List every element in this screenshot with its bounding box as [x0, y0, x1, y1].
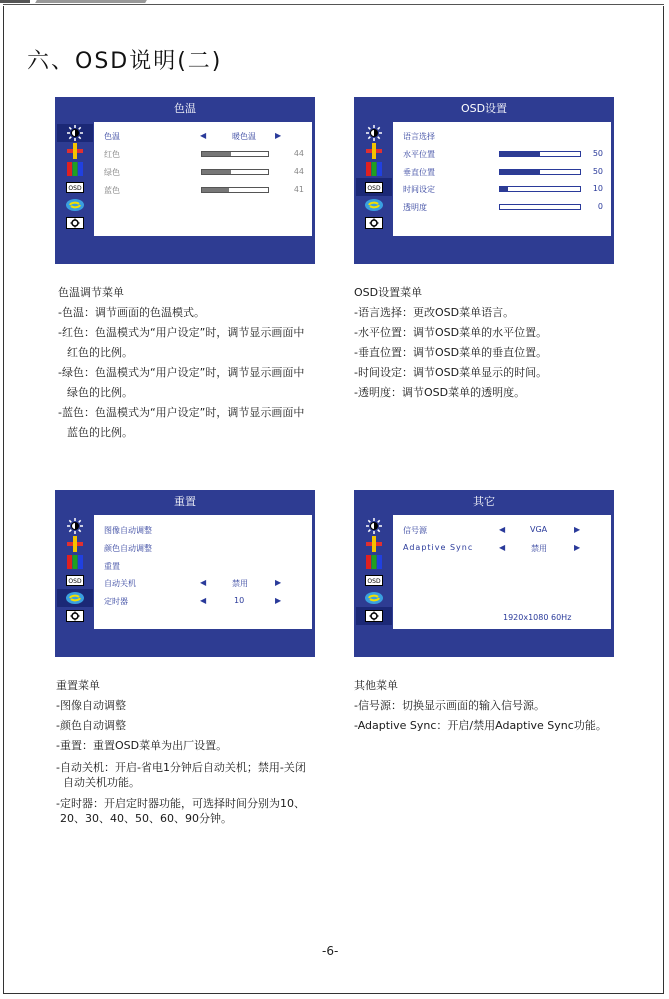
adaptive-sync-value: 禁用: [531, 544, 547, 553]
osd-content-panel: [94, 122, 312, 236]
desc-line: 蓝色的比例。: [67, 426, 133, 439]
input-source-value: VGA: [530, 525, 548, 534]
reset-description: [56, 676, 306, 826]
other-description: [354, 676, 607, 736]
desc-heading: OSD设置菜单: [354, 286, 423, 299]
desc-heading: 其他菜单: [354, 679, 398, 692]
settings-gear-icon[interactable]: [57, 214, 93, 232]
desc-line: -色温：调节画面的色温模式。: [58, 306, 205, 319]
desc-line: -定时器：开启定时器功能，可选择时间分别为10、: [56, 797, 305, 810]
desc-line: -语言选择：更改OSD菜单语言。: [354, 306, 515, 319]
red-value: 44: [293, 149, 304, 158]
desc-line: -红色：色温模式为“用户设定”时，调节显示画面中: [58, 326, 305, 339]
row-label: 图像自动调整: [104, 526, 152, 535]
color-temp-description: [58, 283, 304, 443]
right-arrow-icon[interactable]: ▶: [275, 596, 282, 605]
brightness-icon[interactable]: [356, 124, 392, 142]
left-arrow-icon[interactable]: ◀: [200, 131, 207, 140]
osd-content-panel: [393, 515, 611, 629]
desc-line: -绿色：色温模式为“用户设定”时，调节显示画面中: [58, 366, 305, 379]
osd-header: 重置: [174, 495, 196, 508]
color-bars-icon[interactable]: [356, 553, 392, 571]
desc-line: -颜色自动调整: [56, 719, 126, 732]
osd-content-panel: [393, 122, 611, 236]
svg-text:OSD: OSD: [367, 184, 381, 192]
brightness-icon[interactable]: [57, 517, 93, 535]
osd-icon[interactable]: [356, 571, 392, 589]
osd-icon[interactable]: [57, 178, 93, 196]
desc-line: 20、30、40、50、60、90分钟。: [60, 812, 232, 825]
settings-gear-icon[interactable]: [356, 214, 392, 232]
osd-settings-description: [354, 283, 547, 403]
osd-content-panel: [94, 515, 312, 629]
desc-line: -重置：重置OSD菜单为出厂设置。: [56, 739, 228, 752]
resolution-readout: 1920x1080 60Hz: [503, 613, 572, 622]
right-arrow-icon[interactable]: ▶: [275, 131, 282, 140]
desc-line: -时间设定：调节OSD菜单显示的时间。: [354, 366, 548, 379]
blue-value: 41: [293, 185, 304, 194]
color-adjust-icon[interactable]: [57, 535, 93, 553]
desc-line: 绿色的比例。: [67, 386, 133, 399]
osd-icon-column: [57, 517, 93, 625]
osd-icon-column: [356, 124, 392, 232]
color-bars-icon[interactable]: [57, 553, 93, 571]
left-arrow-icon[interactable]: ◀: [499, 543, 506, 552]
left-arrow-icon[interactable]: ◀: [200, 578, 207, 587]
page-number: -6-: [322, 944, 339, 958]
row-label: 信号源: [403, 526, 427, 535]
h-position-bar[interactable]: [499, 151, 581, 157]
desc-line: -自动关机：开启-省电1分钟后自动关机；禁用-关闭: [56, 761, 306, 774]
color-adjust-icon[interactable]: [356, 535, 392, 553]
osd-other-menu: [354, 490, 614, 657]
desc-heading: 重置菜单: [56, 679, 100, 692]
row-label: 重置: [104, 562, 120, 571]
reset-icon[interactable]: [356, 196, 392, 214]
row-label: 语言选择: [403, 132, 435, 141]
row-label: 垂直位置: [403, 168, 435, 177]
timer-value: 10: [234, 596, 245, 605]
settings-gear-icon[interactable]: [57, 607, 93, 625]
row-label: 自动关机: [104, 579, 136, 588]
osd-color-temp-menu: [55, 97, 315, 264]
row-label: 时间设定: [403, 185, 435, 194]
desc-line: -水平位置：调节OSD菜单的水平位置。: [354, 326, 548, 339]
v-position-bar[interactable]: [499, 169, 581, 175]
svg-text:OSD: OSD: [68, 184, 82, 192]
desc-line: -信号源：切换显示画面的输入信号源。: [354, 699, 545, 712]
desc-line: -垂直位置：调节OSD菜单的垂直位置。: [354, 346, 548, 359]
desc-line: -图像自动调整: [56, 699, 126, 712]
row-label: 透明度: [403, 203, 427, 212]
desc-line: 自动关机功能。: [63, 776, 140, 789]
row-label: 蓝色: [104, 186, 120, 195]
timeout-value: 10: [592, 184, 603, 193]
desc-heading: 色温调节菜单: [58, 286, 124, 299]
reset-icon[interactable]: [57, 196, 93, 214]
page-title: 六、OSD说明(二): [27, 49, 223, 74]
auto-off-value: 禁用: [232, 579, 248, 588]
desc-line: -Adaptive Sync：开启/禁用Adaptive Sync功能。: [354, 719, 607, 732]
desc-line: -透明度：调节OSD菜单的透明度。: [354, 386, 526, 399]
right-arrow-icon[interactable]: ▶: [574, 525, 581, 534]
green-level-bar[interactable]: [201, 169, 269, 175]
osd-icon[interactable]: [57, 571, 93, 589]
color-temp-value: 暖色温: [232, 132, 256, 141]
timeout-bar[interactable]: [499, 186, 581, 192]
green-value: 44: [293, 167, 304, 176]
color-adjust-icon[interactable]: [57, 142, 93, 160]
v-position-value: 50: [592, 167, 603, 176]
osd-icon[interactable]: [356, 178, 392, 196]
osd-header: 色温: [174, 102, 196, 115]
brightness-icon[interactable]: [356, 517, 392, 535]
desc-line: 红色的比例。: [67, 346, 133, 359]
desc-line: -蓝色：色温模式为“用户设定”时，调节显示画面中: [58, 406, 305, 419]
color-bars-icon[interactable]: [356, 160, 392, 178]
left-arrow-icon[interactable]: ◀: [499, 525, 506, 534]
svg-text:OSD: OSD: [367, 577, 381, 585]
row-label: 绿色: [104, 168, 120, 177]
left-arrow-icon[interactable]: ◀: [200, 596, 207, 605]
top-rule: [3, 4, 664, 5]
osd-header: OSD设置: [460, 102, 508, 115]
osd-icon-column: [356, 517, 392, 625]
transparency-value: 0: [597, 202, 603, 211]
row-label: 红色: [104, 150, 120, 159]
svg-text:OSD: OSD: [68, 577, 82, 585]
settings-gear-icon[interactable]: [356, 607, 392, 625]
red-level-bar[interactable]: [201, 151, 269, 157]
color-adjust-icon[interactable]: [356, 142, 392, 160]
right-arrow-icon[interactable]: ▶: [275, 578, 282, 587]
right-arrow-icon[interactable]: ▶: [574, 543, 581, 552]
brightness-icon[interactable]: [57, 124, 93, 142]
h-position-value: 50: [592, 149, 603, 158]
row-label: 色温: [104, 132, 120, 141]
row-label: 水平位置: [403, 150, 435, 159]
reset-icon[interactable]: [57, 589, 93, 607]
reset-icon[interactable]: [356, 589, 392, 607]
row-label: 定时器: [104, 597, 128, 606]
osd-settings-menu: [354, 97, 614, 264]
transparency-bar[interactable]: [499, 204, 581, 210]
color-bars-icon[interactable]: [57, 160, 93, 178]
osd-header: 其它: [473, 495, 495, 508]
osd-reset-menu: [55, 490, 315, 657]
row-label: 颜色自动调整: [104, 544, 152, 553]
blue-level-bar[interactable]: [201, 187, 269, 193]
row-label: Adaptive Sync: [403, 543, 474, 552]
osd-icon-column: [57, 124, 93, 232]
